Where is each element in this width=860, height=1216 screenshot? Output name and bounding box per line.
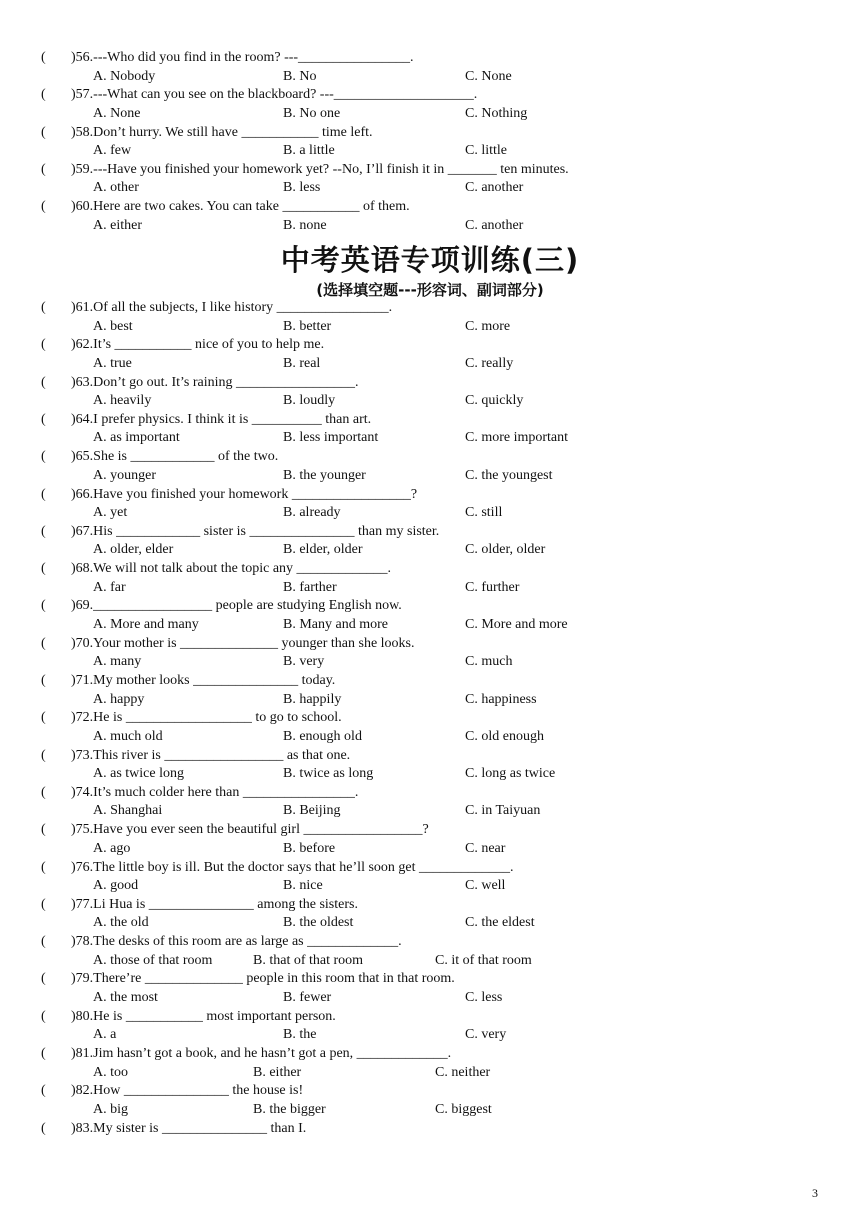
answer-blank-open-paren: ( (41, 598, 46, 614)
answer-blank-open-paren: ( (41, 124, 46, 140)
option-c: C. it of that room (435, 952, 532, 968)
option-a: A. a (93, 1027, 117, 1043)
question-stem: )74.It’s much colder here than ________________. (71, 784, 359, 800)
option-b: B. No one (283, 105, 341, 121)
option-a: A. younger (93, 467, 156, 483)
option-c: C. very (465, 1027, 507, 1043)
option-a: A. too (93, 1064, 128, 1080)
answer-blank-open-paren: ( (41, 449, 46, 465)
option-a: A. best (93, 318, 133, 334)
option-a: A. either (93, 217, 142, 233)
option-a: A. older, elder (93, 542, 174, 558)
question-stem: )77.Li Hua is _______________ among the sisters. (71, 896, 358, 912)
option-b: B. happily (283, 691, 342, 707)
option-b: B. either (253, 1064, 302, 1080)
option-a: A. the old (93, 915, 149, 931)
answer-blank-open-paren: ( (41, 161, 46, 177)
option-b: B. nice (283, 878, 323, 893)
answer-blank-open-paren: ( (41, 199, 46, 215)
option-c: C. Nothing (465, 105, 528, 121)
answer-blank-open-paren: ( (41, 1008, 46, 1024)
option-b: B. Many and more (283, 616, 388, 632)
question-stem: )62.It’s ___________ nice of you to help me. (71, 337, 325, 353)
option-c: C. happiness (465, 691, 537, 707)
option-a: A. as important (93, 430, 180, 446)
answer-blank-open-paren: ( (41, 896, 46, 912)
answer-blank-open-paren: ( (41, 337, 46, 353)
option-b: B. No (283, 68, 317, 84)
answer-blank-open-paren: ( (41, 523, 46, 539)
option-a: A. yet (93, 505, 128, 520)
option-a: A. good (93, 878, 139, 893)
option-b: B. the oldest (283, 915, 354, 931)
option-b: B. loudly (283, 393, 336, 409)
question-stem: )81.Jim hasn’t got a book, and he hasn’t got a pen, _____________. (71, 1046, 452, 1061)
option-c: C. biggest (435, 1101, 492, 1117)
option-b: B. before (283, 840, 336, 856)
question-stem: )59.---Have you finished your homework yet? --No, I’ll finish it in _______ ten minutes. (71, 161, 569, 177)
question-stem: )70.Your mother is ______________ younger than she looks. (71, 635, 415, 651)
option-a: A. far (93, 579, 126, 595)
question-stem: )58.Don’t hurry. We still have ___________ time left. (71, 124, 373, 140)
answer-blank-open-paren: ( (41, 934, 46, 950)
option-b: B. the bigger (253, 1101, 326, 1117)
option-a: A. More and many (93, 616, 199, 632)
answer-blank-open-paren: ( (41, 859, 46, 875)
option-a: A. happy (93, 691, 145, 707)
answer-blank-open-paren: ( (41, 1120, 46, 1136)
option-a: A. Nobody (93, 68, 156, 84)
question-stem: )57.---What can you see on the blackboard? ---____________________. (71, 87, 478, 103)
answer-blank-open-paren: ( (41, 1083, 46, 1099)
option-c: C. near (465, 840, 506, 856)
option-a: A. heavily (93, 393, 152, 409)
option-a: A. other (93, 180, 139, 196)
option-a: A. many (93, 654, 142, 670)
option-c: C. quickly (465, 393, 524, 409)
option-c: C. More and more (465, 616, 568, 632)
question-stem: )71.My mother looks _______________ today. (71, 673, 336, 688)
question-stem: )79.There’re ______________ people in this room that in that room. (71, 971, 455, 987)
option-b: B. that of that room (253, 952, 364, 968)
option-c: C. still (465, 505, 503, 520)
option-c: C. less (465, 989, 503, 1005)
option-c: C. older, older (465, 542, 546, 558)
option-c: C. really (465, 355, 514, 371)
option-b: B. already (283, 505, 341, 520)
option-b: B. enough old (283, 728, 362, 744)
option-c: C. more (465, 318, 511, 334)
option-b: B. elder, older (283, 542, 363, 558)
question-stem: )72.He is __________________ to go to school. (71, 710, 342, 726)
answer-blank-open-paren: ( (41, 971, 46, 987)
option-a: A. big (93, 1101, 128, 1117)
page-number: 3 (812, 1186, 818, 1200)
option-a: A. ago (93, 840, 131, 856)
option-b: B. none (283, 217, 327, 233)
answer-blank-open-paren: ( (41, 87, 46, 103)
question-stem: )69._________________ people are studying English now. (71, 598, 402, 614)
question-stem: )80.He is ___________ most important person. (71, 1008, 336, 1024)
question-stem: )61.Of all the subjects, I like history ________________. (71, 300, 393, 315)
option-c: C. old enough (465, 728, 544, 744)
answer-blank-open-paren: ( (41, 784, 46, 800)
question-stem: )76.The little boy is ill. But the doctor says that he’ll soon get _____________. (71, 859, 514, 875)
option-a: A. Shanghai (93, 803, 163, 819)
option-c: C. well (465, 878, 506, 893)
question-stem: )64.I prefer physics. I think it is __________ than art. (71, 411, 372, 427)
option-b: B. Beijing (283, 803, 341, 819)
section-title: 中考英语专项训练(三) (280, 243, 580, 277)
option-c: C. more important (465, 430, 569, 446)
option-b: B. better (283, 318, 332, 334)
option-b: B. farther (283, 579, 337, 595)
option-c: C. the youngest (465, 467, 553, 483)
option-a: A. the most (93, 989, 158, 1005)
option-c: C. much (465, 654, 513, 670)
question-stem: )78.The desks of this room are as large as _____________. (71, 934, 402, 950)
answer-blank-open-paren: ( (41, 673, 46, 688)
answer-blank-open-paren: ( (41, 411, 46, 427)
option-a: A. those of that room (93, 952, 213, 968)
option-c: C. None (465, 68, 512, 84)
question-stem: )56.---Who did you find in the room? ---________________. (71, 50, 414, 65)
section-subtitle: (选择填空题---形容词、副词部分) (316, 281, 544, 299)
option-c: C. another (465, 217, 524, 233)
option-b: B. a little (283, 143, 335, 159)
option-c: C. long as twice (465, 766, 556, 782)
question-stem: )67.His ____________ sister is _______________ than my sister. (71, 523, 440, 539)
option-c: C. neither (435, 1064, 491, 1080)
answer-blank-open-paren: ( (41, 747, 46, 763)
answer-blank-open-paren: ( (41, 486, 46, 502)
question-stem: )66.Have you finished your homework _________________? (71, 486, 418, 502)
option-c: C. in Taiyuan (465, 803, 541, 819)
answer-blank-open-paren: ( (41, 822, 46, 838)
question-stem: )82.How _______________ the house is! (71, 1083, 304, 1099)
option-a: A. much old (93, 728, 163, 744)
answer-blank-open-paren: ( (41, 710, 46, 726)
answer-blank-open-paren: ( (41, 1046, 46, 1061)
option-a: A. few (93, 143, 132, 159)
option-c: C. another (465, 180, 524, 196)
option-a: A. as twice long (93, 766, 184, 782)
question-stem: )60.Here are two cakes. You can take ___________ of them. (71, 199, 410, 215)
option-a: A. true (93, 355, 132, 371)
question-stem: )73.This river is _________________ as that one. (71, 747, 351, 763)
option-a: A. None (93, 105, 141, 121)
option-c: C. the eldest (465, 915, 535, 931)
option-b: B. twice as long (283, 766, 374, 782)
answer-blank-open-paren: ( (41, 561, 46, 577)
question-stem: )65.She is ____________ of the two. (71, 449, 279, 465)
option-b: B. fewer (283, 989, 332, 1005)
answer-blank-open-paren: ( (41, 635, 46, 651)
option-b: B. very (283, 654, 325, 670)
option-c: C. little (465, 143, 507, 159)
option-c: C. further (465, 579, 520, 595)
answer-blank-open-paren: ( (41, 300, 46, 315)
option-b: B. the younger (283, 467, 366, 483)
option-b: B. real (283, 355, 321, 371)
answer-blank-open-paren: ( (41, 374, 46, 390)
option-b: B. less (283, 180, 321, 196)
answer-blank-open-paren: ( (41, 50, 46, 65)
question-stem: )83.My sister is _______________ than I. (71, 1120, 307, 1136)
question-stem: )75.Have you ever seen the beautiful girl _________________? (71, 822, 429, 838)
option-b: B. less important (283, 430, 379, 446)
question-stem: )63.Don’t go out. It’s raining _________________. (71, 374, 359, 390)
option-b: B. the (283, 1027, 317, 1043)
question-stem: )68.We will not talk about the topic any _____________. (71, 561, 392, 577)
